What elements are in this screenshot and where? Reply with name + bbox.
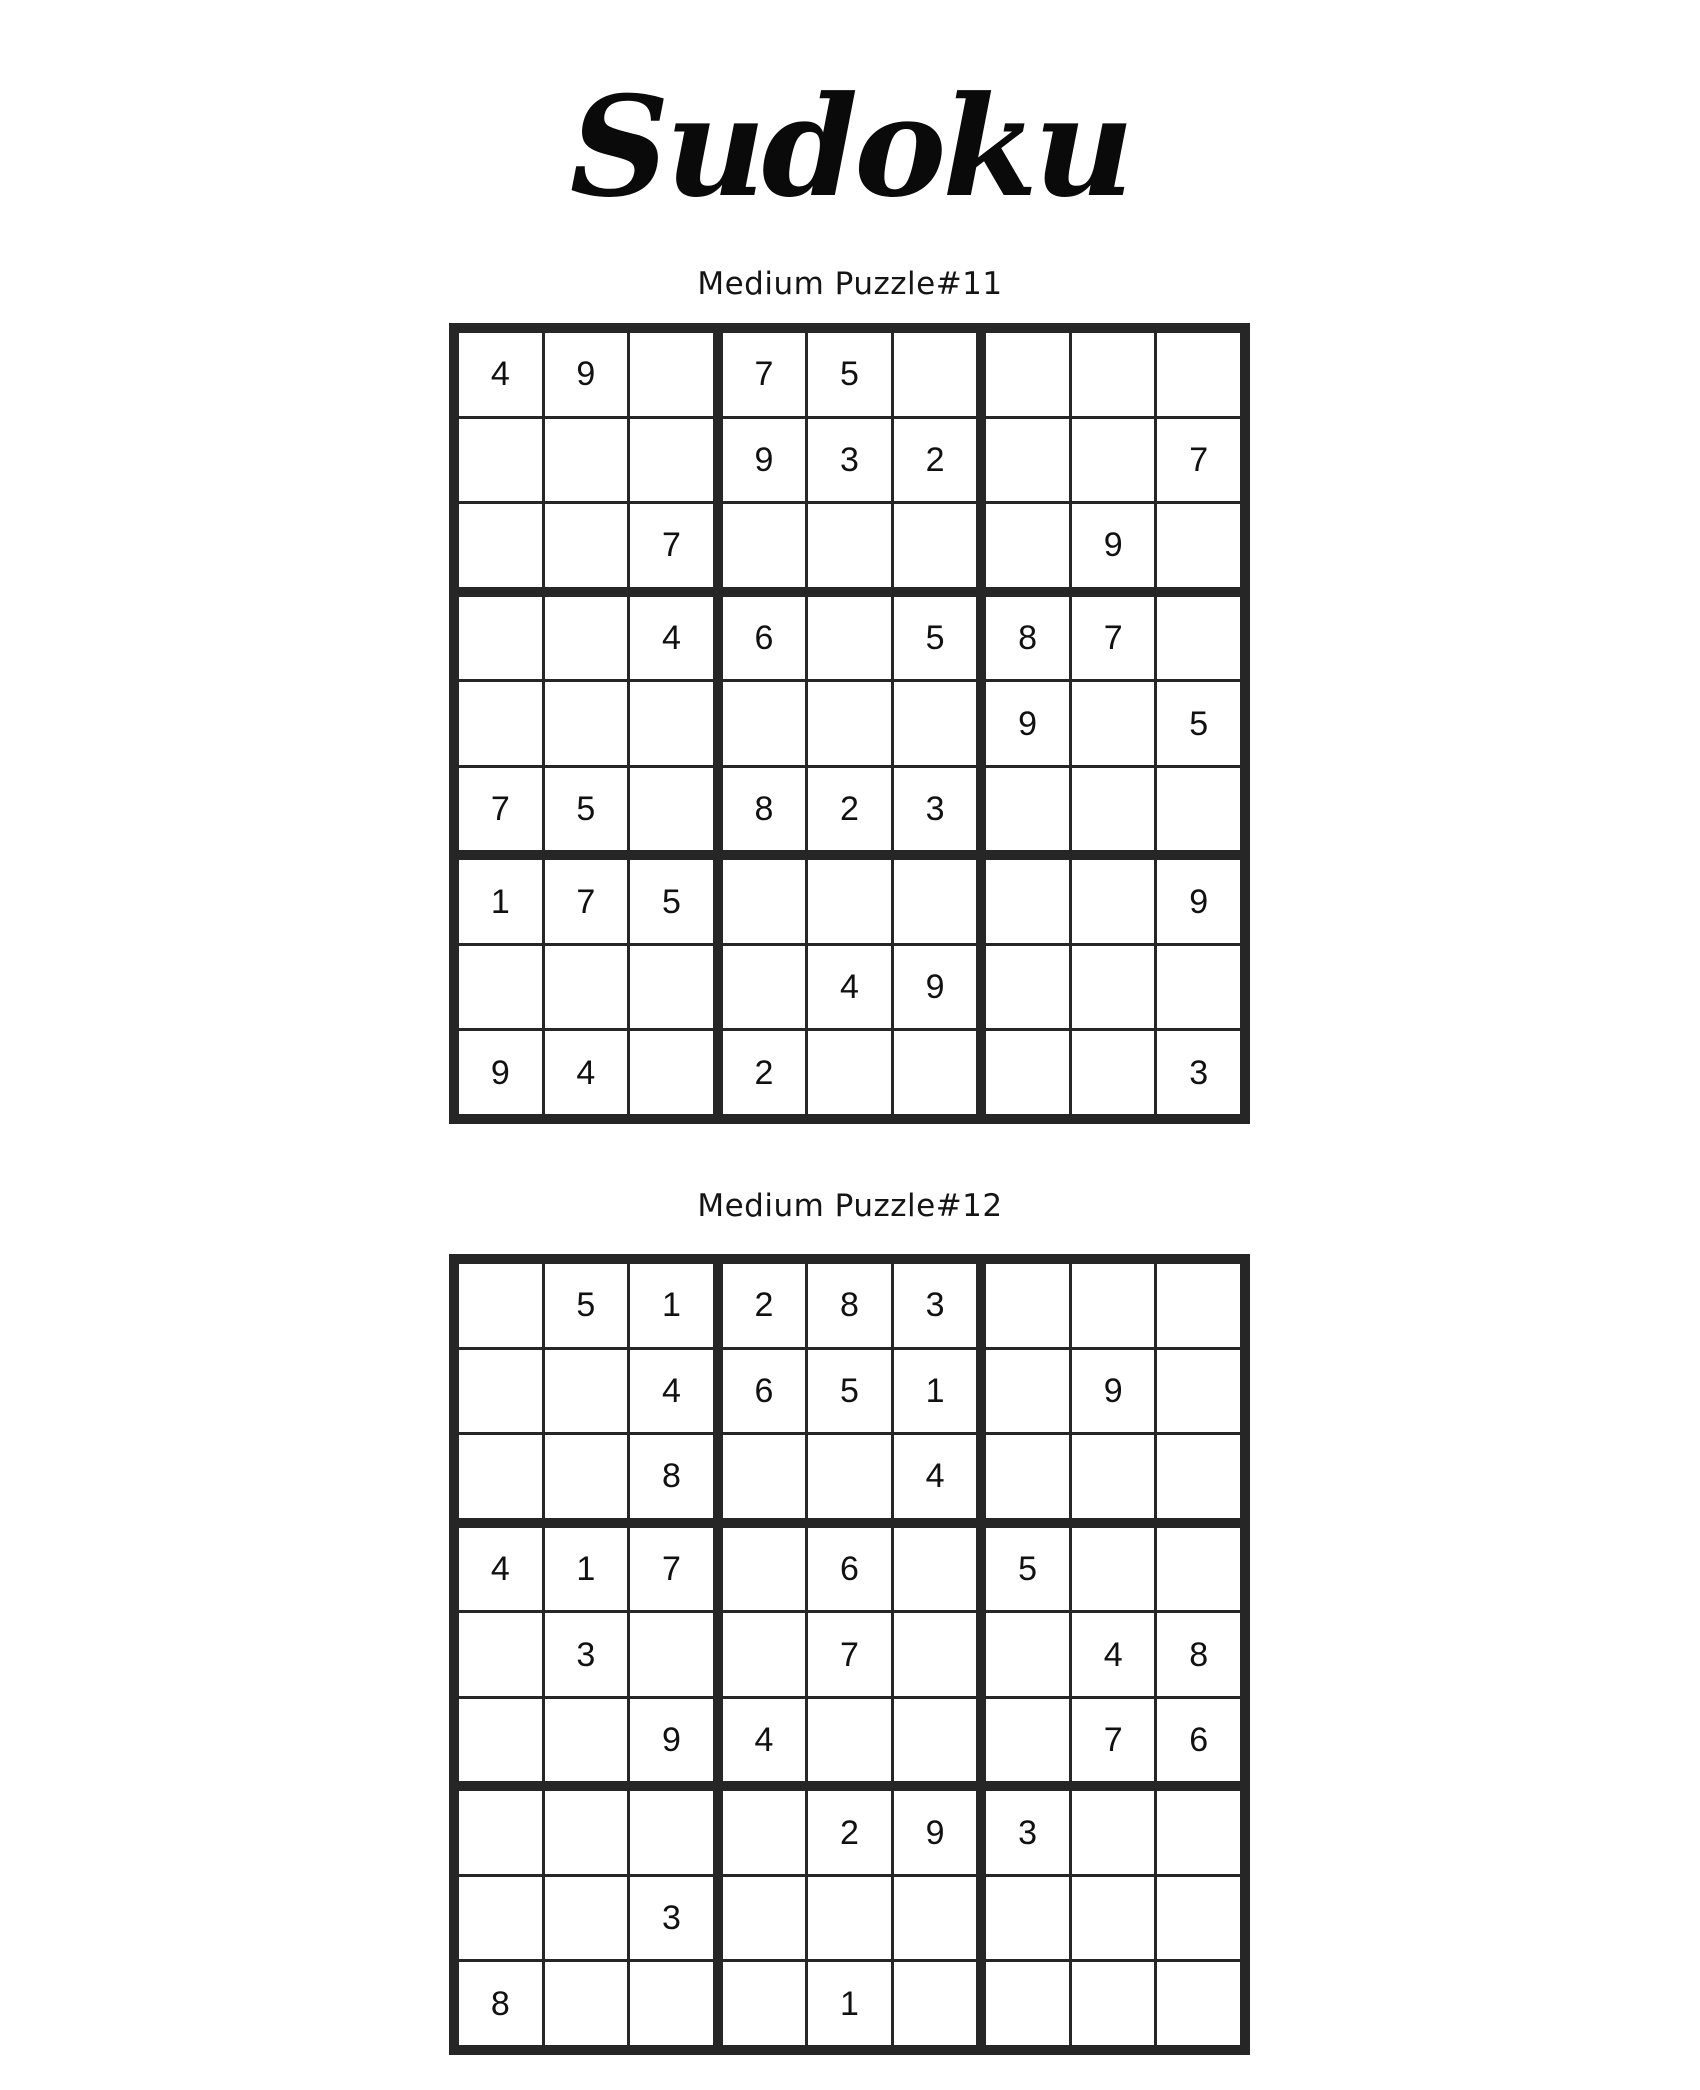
sudoku-cell[interactable]: [894, 682, 977, 765]
sudoku-cell[interactable]: [986, 1435, 1069, 1518]
sudoku-cell[interactable]: [808, 1435, 891, 1518]
sudoku-cell[interactable]: [723, 1791, 806, 1874]
box-segment: [986, 504, 1240, 587]
sudoku-cell[interactable]: [1157, 597, 1240, 680]
sudoku-cell[interactable]: 9: [630, 1699, 713, 1782]
box-segment: [986, 1350, 1240, 1433]
grid-row: [459, 682, 1240, 765]
box-segment: [986, 1435, 1240, 1518]
sudoku-cell[interactable]: 8: [630, 1435, 713, 1518]
sudoku-cell[interactable]: 3: [630, 1877, 713, 1960]
sudoku-cell[interactable]: 9: [986, 682, 1069, 765]
sudoku-cell[interactable]: 4: [808, 946, 891, 1029]
sudoku-cell[interactable]: [723, 946, 806, 1029]
box-segment: [986, 419, 1240, 502]
sudoku-cell[interactable]: 7: [1072, 597, 1155, 680]
sudoku-cell[interactable]: 2: [894, 419, 977, 502]
sudoku-cell[interactable]: [894, 1613, 977, 1696]
sudoku-cell[interactable]: 7: [459, 768, 542, 851]
sudoku-cell[interactable]: [894, 1962, 977, 2045]
grid-row: [459, 504, 1240, 587]
box-segment: [459, 504, 713, 587]
puzzle-label-12: Medium Puzzle#12: [697, 1188, 1003, 1224]
box-segment: [723, 419, 977, 502]
sudoku-cell[interactable]: [1072, 1528, 1155, 1611]
sudoku-cell[interactable]: [459, 1699, 542, 1782]
sudoku-cell[interactable]: [630, 1031, 713, 1114]
box-segment: [986, 682, 1240, 765]
sudoku-cell[interactable]: [459, 597, 542, 680]
sudoku-cell[interactable]: [630, 1962, 713, 2045]
box-segment: [459, 419, 713, 502]
box-segment: [723, 860, 977, 943]
sudoku-cell[interactable]: 4: [459, 333, 542, 416]
box-segment: [986, 1962, 1240, 2045]
sudoku-cell[interactable]: 4: [630, 597, 713, 680]
page-title: Sudoku: [569, 65, 1131, 228]
box-segment: [723, 768, 977, 851]
sudoku-cell[interactable]: [894, 504, 977, 587]
box-band: [459, 1791, 1240, 2045]
sudoku-cell[interactable]: 7: [1157, 419, 1240, 502]
box-band: [459, 597, 1240, 851]
sudoku-cell[interactable]: [459, 1350, 542, 1433]
sudoku-cell[interactable]: 9: [1072, 504, 1155, 587]
sudoku-cell[interactable]: [808, 597, 891, 680]
sudoku-cell[interactable]: 4: [894, 1435, 977, 1518]
box-band: [459, 333, 1240, 587]
box-segment: [723, 1791, 977, 1874]
box-segment: [723, 1528, 977, 1611]
puzzle-label-11: Medium Puzzle#11: [697, 266, 1003, 302]
sudoku-cell[interactable]: [723, 1613, 806, 1696]
sudoku-cell[interactable]: 1: [808, 1962, 891, 2045]
sudoku-cell[interactable]: 3: [1157, 1031, 1240, 1114]
sudoku-cell[interactable]: [808, 1877, 891, 1960]
box-segment: [459, 1350, 713, 1433]
sudoku-cell[interactable]: 2: [723, 1264, 806, 1347]
sudoku-cell[interactable]: [1157, 768, 1240, 851]
box-segment: [723, 1962, 977, 2045]
grid-row: [459, 1877, 1240, 1960]
sudoku-cell[interactable]: [986, 1877, 1069, 1960]
box-segment: [459, 1435, 713, 1518]
sudoku-cell[interactable]: 5: [894, 597, 977, 680]
sudoku-cell[interactable]: 7: [723, 333, 806, 416]
box-segment: [986, 1528, 1240, 1611]
sudoku-cell[interactable]: 3: [545, 1613, 628, 1696]
sudoku-cell[interactable]: [545, 1791, 628, 1874]
sudoku-cell[interactable]: [545, 504, 628, 587]
sudoku-cell[interactable]: [630, 1613, 713, 1696]
box-segment: [459, 1031, 713, 1114]
sudoku-cell[interactable]: [630, 946, 713, 1029]
sudoku-cell[interactable]: [894, 1877, 977, 1960]
sudoku-cell[interactable]: [723, 1435, 806, 1518]
sudoku-cell[interactable]: [1157, 333, 1240, 416]
sudoku-cell[interactable]: [545, 946, 628, 1029]
box-segment: [986, 1264, 1240, 1347]
sudoku-cell[interactable]: [1157, 1791, 1240, 1874]
box-segment: [459, 768, 713, 851]
box-segment: [986, 1613, 1240, 1696]
box-band: [459, 1528, 1240, 1782]
sudoku-cell[interactable]: 5: [630, 860, 713, 943]
box-segment: [986, 1877, 1240, 1960]
sudoku-cell[interactable]: [459, 1435, 542, 1518]
sudoku-cell[interactable]: 1: [459, 860, 542, 943]
sudoku-cell[interactable]: [986, 333, 1069, 416]
sudoku-cell[interactable]: 2: [808, 768, 891, 851]
sudoku-cell[interactable]: [545, 682, 628, 765]
sudoku-cell[interactable]: 9: [1157, 860, 1240, 943]
sudoku-cell[interactable]: [1072, 1962, 1155, 2045]
box-band: [459, 1264, 1240, 1518]
sudoku-cell[interactable]: 7: [630, 504, 713, 587]
sudoku-cell[interactable]: 2: [808, 1791, 891, 1874]
sudoku-cell[interactable]: [459, 1791, 542, 1874]
sudoku-cell[interactable]: [1072, 419, 1155, 502]
grid-row: [459, 1435, 1240, 1518]
sudoku-cell[interactable]: [723, 682, 806, 765]
box-segment: [459, 1877, 713, 1960]
sudoku-cell[interactable]: 6: [1157, 1699, 1240, 1782]
sudoku-cell[interactable]: [723, 1877, 806, 1960]
sudoku-cell[interactable]: 3: [986, 1791, 1069, 1874]
sudoku-cell[interactable]: 8: [1157, 1613, 1240, 1696]
box-segment: [723, 597, 977, 680]
sudoku-cell[interactable]: [1072, 1791, 1155, 1874]
sudoku-cell[interactable]: [723, 860, 806, 943]
sudoku-cell[interactable]: 5: [808, 333, 891, 416]
sudoku-cell[interactable]: 5: [1157, 682, 1240, 765]
sudoku-cell[interactable]: 5: [808, 1350, 891, 1433]
box-segment: [459, 1791, 713, 1874]
box-segment: [723, 1877, 977, 1960]
sudoku-cell[interactable]: 8: [986, 597, 1069, 680]
sudoku-cell[interactable]: [545, 1877, 628, 1960]
box-segment: [459, 1264, 713, 1347]
sudoku-cell[interactable]: 9: [723, 419, 806, 502]
sudoku-cell[interactable]: [894, 333, 977, 416]
sudoku-cell[interactable]: [894, 860, 977, 943]
box-segment: [723, 1435, 977, 1518]
sudoku-cell[interactable]: [1072, 1264, 1155, 1347]
sudoku-cell[interactable]: 9: [1072, 1350, 1155, 1433]
sudoku-cell[interactable]: [1157, 1528, 1240, 1611]
sudoku-cell[interactable]: [1157, 1264, 1240, 1347]
sudoku-cell[interactable]: [630, 1791, 713, 1874]
sudoku-cell[interactable]: 9: [894, 1791, 977, 1874]
sudoku-cell[interactable]: [630, 682, 713, 765]
box-segment: [723, 1350, 977, 1433]
sudoku-cell[interactable]: 1: [545, 1528, 628, 1611]
sudoku-cell[interactable]: [986, 1031, 1069, 1114]
sudoku-cell[interactable]: [1157, 1962, 1240, 2045]
grid-row: [459, 1350, 1240, 1433]
sudoku-cell[interactable]: [630, 768, 713, 851]
sudoku-cell[interactable]: [723, 1528, 806, 1611]
sudoku-cell[interactable]: [459, 1877, 542, 1960]
sudoku-cell[interactable]: 2: [723, 1031, 806, 1114]
sudoku-cell[interactable]: [1072, 946, 1155, 1029]
grid-row: [459, 860, 1240, 943]
grid-row: [459, 1791, 1240, 1874]
sudoku-cell[interactable]: 4: [545, 1031, 628, 1114]
sudoku-cell[interactable]: [808, 860, 891, 943]
sudoku-cell[interactable]: [986, 946, 1069, 1029]
box-segment: [723, 1613, 977, 1696]
sudoku-cell[interactable]: [808, 682, 891, 765]
sudoku-cell[interactable]: [1072, 1031, 1155, 1114]
grid-row: [459, 946, 1240, 1029]
sudoku-cell[interactable]: [1157, 504, 1240, 587]
sudoku-cell[interactable]: [986, 860, 1069, 943]
sudoku-cell[interactable]: [808, 1031, 891, 1114]
sudoku-cell[interactable]: [545, 597, 628, 680]
box-segment: [459, 333, 713, 416]
sudoku-cell[interactable]: [545, 419, 628, 502]
box-segment: [459, 1613, 713, 1696]
sudoku-cell[interactable]: 8: [723, 768, 806, 851]
box-band: [459, 860, 1240, 1114]
sudoku-cell[interactable]: 1: [894, 1350, 977, 1433]
sudoku-board-11: [449, 323, 1250, 1124]
grid-row: [459, 1031, 1240, 1114]
box-segment: [459, 597, 713, 680]
sudoku-cell[interactable]: 9: [545, 333, 628, 416]
box-segment: [723, 682, 977, 765]
sudoku-cell[interactable]: 7: [630, 1528, 713, 1611]
sudoku-cell[interactable]: 3: [894, 1264, 977, 1347]
sudoku-cell[interactable]: [630, 419, 713, 502]
sudoku-cell[interactable]: 4: [459, 1528, 542, 1611]
sudoku-cell[interactable]: [894, 1699, 977, 1782]
grid-row: [459, 419, 1240, 502]
grid-row: [459, 597, 1240, 680]
grid-row: [459, 1613, 1240, 1696]
sudoku-cell[interactable]: 3: [808, 419, 891, 502]
sudoku-cell[interactable]: [1072, 1877, 1155, 1960]
box-segment: [986, 1791, 1240, 1874]
sudoku-cell[interactable]: [1072, 682, 1155, 765]
sudoku-cell[interactable]: [459, 1264, 542, 1347]
box-segment: [723, 1264, 977, 1347]
box-segment: [459, 1962, 713, 2045]
sudoku-cell[interactable]: [1072, 1435, 1155, 1518]
sudoku-cell[interactable]: [545, 1962, 628, 2045]
box-segment: [723, 946, 977, 1029]
sudoku-cell[interactable]: 8: [459, 1962, 542, 2045]
sudoku-cell[interactable]: 4: [723, 1699, 806, 1782]
sudoku-cell[interactable]: 9: [459, 1031, 542, 1114]
sudoku-cell[interactable]: [1072, 333, 1155, 416]
sudoku-cell[interactable]: 5: [986, 1528, 1069, 1611]
box-segment: [986, 597, 1240, 680]
sudoku-cell[interactable]: [986, 419, 1069, 502]
box-segment: [986, 1699, 1240, 1782]
box-segment: [459, 860, 713, 943]
sudoku-cell[interactable]: 3: [894, 768, 977, 851]
sudoku-cell[interactable]: [545, 1435, 628, 1518]
sudoku-cell[interactable]: [986, 1350, 1069, 1433]
sudoku-cell[interactable]: 6: [808, 1528, 891, 1611]
sudoku-cell[interactable]: 4: [630, 1350, 713, 1433]
box-segment: [723, 333, 977, 416]
sudoku-cell[interactable]: [808, 1699, 891, 1782]
grid-row: [459, 1962, 1240, 2045]
sudoku-cell[interactable]: [986, 504, 1069, 587]
sudoku-cell[interactable]: 7: [1072, 1699, 1155, 1782]
box-segment: [986, 768, 1240, 851]
grid-row: [459, 1528, 1240, 1611]
sudoku-cell[interactable]: 6: [723, 1350, 806, 1433]
sudoku-cell[interactable]: 4: [1072, 1613, 1155, 1696]
sudoku-cell[interactable]: [894, 1528, 977, 1611]
sudoku-cell[interactable]: [986, 1264, 1069, 1347]
grid-row: [459, 333, 1240, 416]
sudoku-cell[interactable]: 7: [545, 860, 628, 943]
sudoku-cell[interactable]: 6: [723, 597, 806, 680]
sudoku-cell[interactable]: 7: [808, 1613, 891, 1696]
sudoku-cell[interactable]: 1: [630, 1264, 713, 1347]
sudoku-cell[interactable]: [894, 1031, 977, 1114]
sudoku-cell[interactable]: [1157, 1350, 1240, 1433]
sudoku-cell[interactable]: [723, 504, 806, 587]
sudoku-cell[interactable]: [1072, 860, 1155, 943]
box-segment: [986, 333, 1240, 416]
sudoku-board-12: [449, 1254, 1250, 2055]
sudoku-cell[interactable]: [1157, 946, 1240, 1029]
sudoku-cell[interactable]: [459, 1613, 542, 1696]
box-segment: [459, 946, 713, 1029]
box-segment: [459, 682, 713, 765]
box-segment: [459, 1699, 713, 1782]
sudoku-cell[interactable]: [1157, 1435, 1240, 1518]
box-segment: [986, 860, 1240, 943]
sudoku-cell[interactable]: [459, 419, 542, 502]
box-segment: [459, 1528, 713, 1611]
sudoku-cell[interactable]: [986, 768, 1069, 851]
sudoku-cell[interactable]: [545, 1699, 628, 1782]
sudoku-cell[interactable]: [986, 1962, 1069, 2045]
sudoku-cell[interactable]: [459, 946, 542, 1029]
sudoku-cell[interactable]: 8: [808, 1264, 891, 1347]
box-segment: [986, 946, 1240, 1029]
sudoku-cell[interactable]: [545, 1350, 628, 1433]
sudoku-cell[interactable]: [459, 682, 542, 765]
sudoku-cell[interactable]: 5: [545, 1264, 628, 1347]
sudoku-cell[interactable]: [1157, 1877, 1240, 1960]
sudoku-cell[interactable]: [723, 1962, 806, 2045]
sudoku-cell[interactable]: [986, 1699, 1069, 1782]
sudoku-cell[interactable]: [459, 504, 542, 587]
sudoku-cell[interactable]: [986, 1613, 1069, 1696]
sudoku-cell[interactable]: 9: [894, 946, 977, 1029]
sudoku-cell[interactable]: 5: [545, 768, 628, 851]
grid-row: [459, 1264, 1240, 1347]
box-segment: [723, 504, 977, 587]
sudoku-cell[interactable]: [808, 504, 891, 587]
sudoku-cell[interactable]: [630, 333, 713, 416]
grid-row: [459, 1699, 1240, 1782]
sudoku-cell[interactable]: [1072, 768, 1155, 851]
box-segment: [986, 1031, 1240, 1114]
grid-row: [459, 768, 1240, 851]
box-segment: [723, 1699, 977, 1782]
box-segment: [723, 1031, 977, 1114]
